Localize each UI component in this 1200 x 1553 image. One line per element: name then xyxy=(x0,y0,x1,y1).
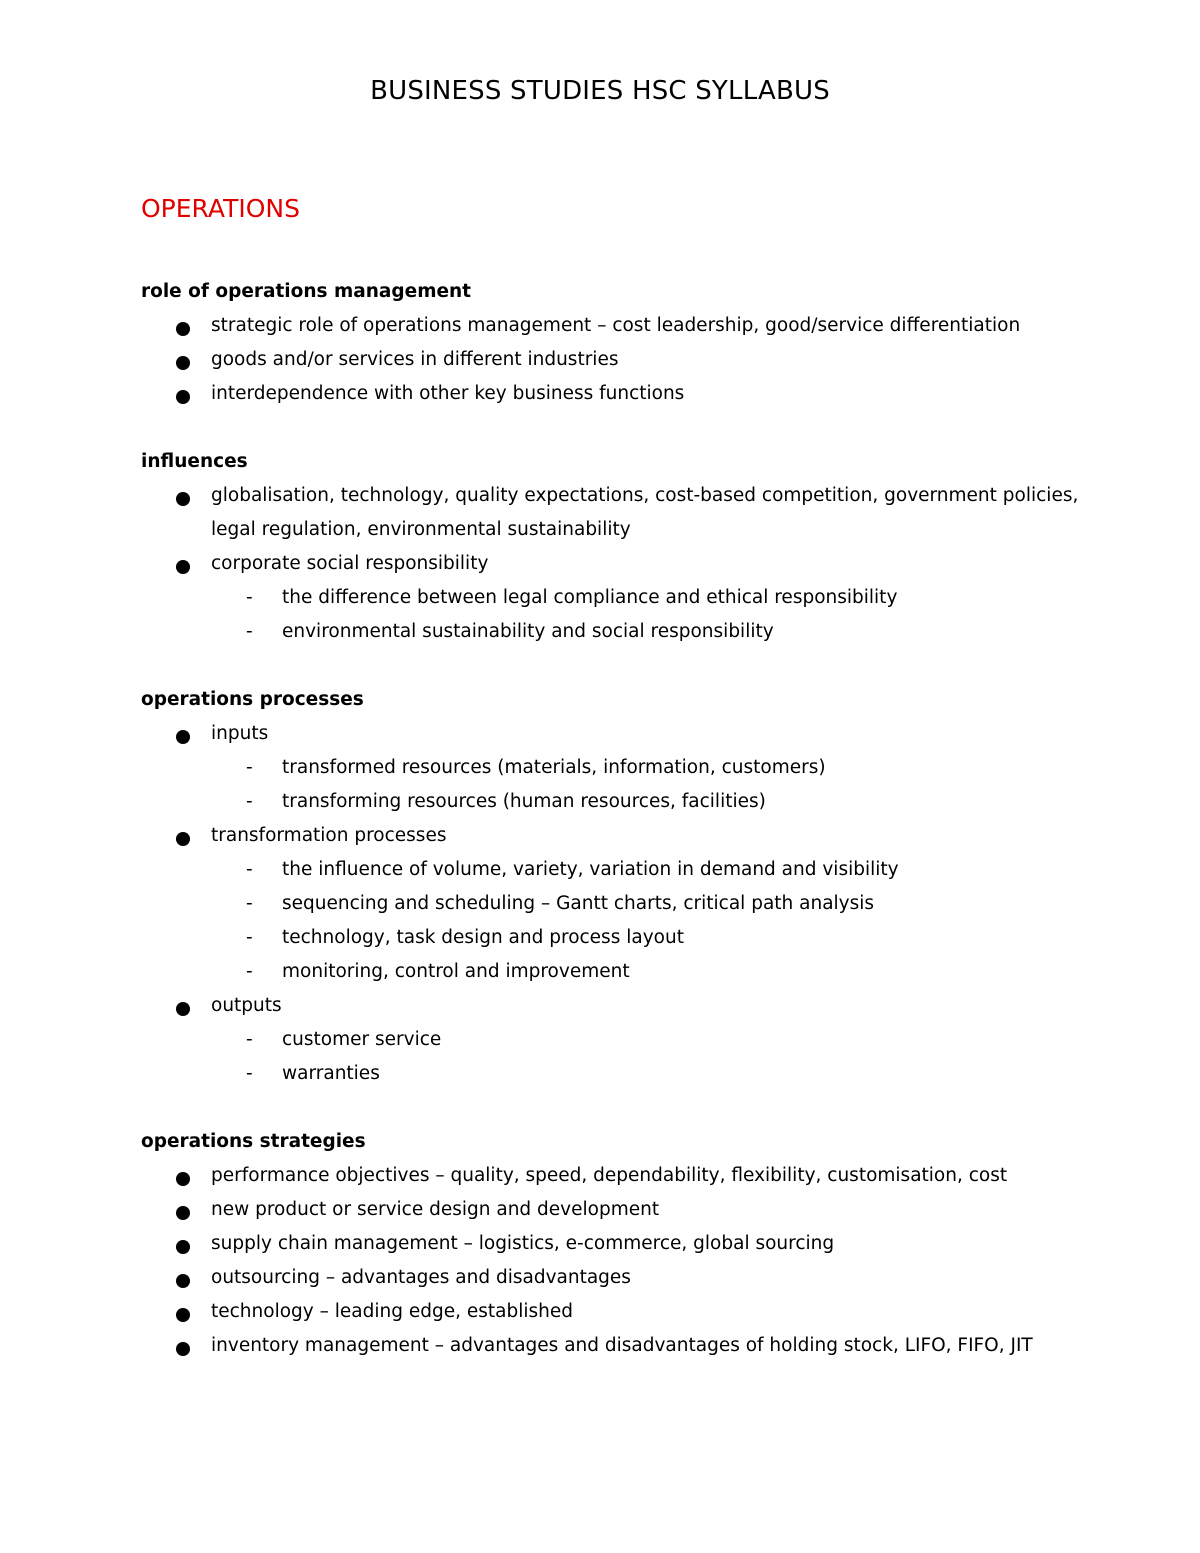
list-item-text: transformation processes xyxy=(211,825,447,846)
bullet-dot-icon xyxy=(176,1172,190,1186)
dash-marker: - xyxy=(246,859,253,880)
list-item xyxy=(141,1329,1081,1363)
bullet-dot-icon xyxy=(176,1240,190,1254)
bullet-dot-icon xyxy=(176,832,190,846)
bullet-list xyxy=(141,479,1081,649)
list-item xyxy=(141,343,1081,377)
list-item-text: supply chain management – logistics, e-commerce, global sourcing xyxy=(211,1233,835,1254)
dash-marker: - xyxy=(246,1063,253,1084)
topic-heading: role of operations management xyxy=(141,281,472,302)
bullet-dot-icon xyxy=(176,492,190,506)
dash-marker: - xyxy=(246,927,253,948)
sub-list-item-text: transforming resources (human resources, facilities) xyxy=(282,791,766,812)
list-item-text: performance objectives – quality, speed, dependability, flexibility, customisation, cost xyxy=(211,1165,1008,1186)
sub-list xyxy=(141,853,1081,989)
list-item-text: inventory management – advantages and disadvantages of holding stock, LIFO, FIFO, JIT xyxy=(211,1335,1033,1356)
topic-heading: influences xyxy=(141,451,248,472)
list-item xyxy=(141,819,1081,989)
list-item xyxy=(141,377,1081,411)
sub-list-item xyxy=(141,1057,1081,1091)
topic-group xyxy=(141,275,1081,411)
sub-list xyxy=(141,1023,1081,1091)
sub-list-item xyxy=(141,955,1081,989)
bullet-list xyxy=(141,1159,1081,1363)
list-item xyxy=(141,1261,1081,1295)
sub-list-item xyxy=(141,581,1081,615)
sub-list-item-text: customer service xyxy=(282,1029,442,1050)
topic-heading: operations strategies xyxy=(141,1131,366,1152)
bullet-list xyxy=(141,309,1081,411)
dash-marker: - xyxy=(246,587,253,608)
bullet-dot-icon xyxy=(176,1206,190,1220)
topic-group xyxy=(141,683,1081,1091)
bullet-dot-icon xyxy=(176,322,190,336)
sub-list-item-text: the influence of volume, variety, variation in demand and visibility xyxy=(282,859,899,880)
topic-group xyxy=(141,1125,1081,1363)
list-item xyxy=(141,309,1081,343)
bullet-dot-icon xyxy=(176,1342,190,1356)
list-item-text: strategic role of operations management – cost leadership, good/service differentiation xyxy=(211,315,1021,336)
sub-list-item xyxy=(141,785,1081,819)
sub-list-item-text: technology, task design and process layout xyxy=(282,927,684,948)
dash-marker: - xyxy=(246,757,253,778)
topic-group xyxy=(141,445,1081,649)
section-title-operations: OPERATIONS xyxy=(141,194,300,223)
list-item-text: technology – leading edge, established xyxy=(211,1301,573,1322)
bullet-dot-icon xyxy=(176,390,190,404)
list-item xyxy=(141,717,1081,819)
list-item xyxy=(141,547,1081,649)
list-item-text: corporate social responsibility xyxy=(211,553,489,574)
dash-marker: - xyxy=(246,961,253,982)
list-item-text: interdependence with other key business functions xyxy=(211,383,685,404)
bullet-dot-icon xyxy=(176,730,190,744)
bullet-dot-icon xyxy=(176,1002,190,1016)
document-title: BUSINESS STUDIES HSC SYLLABUS xyxy=(370,76,830,106)
list-item xyxy=(141,1227,1081,1261)
sub-list-item xyxy=(141,887,1081,921)
sub-list-item xyxy=(141,751,1081,785)
sub-list-item-text: transformed resources (materials, information, customers) xyxy=(282,757,826,778)
topic-heading: operations processes xyxy=(141,689,364,710)
list-item-text: outsourcing – advantages and disadvantages xyxy=(211,1267,631,1288)
list-item-text: outputs xyxy=(211,995,282,1016)
bullet-dot-icon xyxy=(176,1308,190,1322)
sub-list-item-text: warranties xyxy=(282,1063,380,1084)
sub-list-item xyxy=(141,1023,1081,1057)
sub-list-item xyxy=(141,615,1081,649)
list-item-text: new product or service design and development xyxy=(211,1199,660,1220)
sub-list-item xyxy=(141,921,1081,955)
list-item-text: inputs xyxy=(211,723,269,744)
sub-list-item-text: monitoring, control and improvement xyxy=(282,961,630,982)
list-item xyxy=(141,1193,1081,1227)
bullet-dot-icon xyxy=(176,560,190,574)
syllabus-content xyxy=(141,275,1081,1397)
dash-marker: - xyxy=(246,893,253,914)
sub-list-item-text: the difference between legal compliance and ethical responsibility xyxy=(282,587,898,608)
bullet-dot-icon xyxy=(176,1274,190,1288)
bullet-dot-icon xyxy=(176,356,190,370)
dash-marker: - xyxy=(246,791,253,812)
list-item xyxy=(141,1159,1081,1193)
sub-list-item xyxy=(141,853,1081,887)
list-item xyxy=(141,1295,1081,1329)
dash-marker: - xyxy=(246,621,253,642)
sub-list xyxy=(141,751,1081,819)
sub-list-item-text: sequencing and scheduling – Gantt charts, critical path analysis xyxy=(282,893,875,914)
list-item-text: goods and/or services in different industries xyxy=(211,349,619,370)
list-item xyxy=(141,989,1081,1091)
list-item-text: globalisation, technology, quality expectations, cost-based competition, government policies, legal regulation, environmental sustainability xyxy=(211,485,1079,540)
sub-list xyxy=(141,581,1081,649)
list-item xyxy=(141,479,1081,547)
bullet-list xyxy=(141,717,1081,1091)
dash-marker: - xyxy=(246,1029,253,1050)
sub-list-item-text: environmental sustainability and social responsibility xyxy=(282,621,774,642)
